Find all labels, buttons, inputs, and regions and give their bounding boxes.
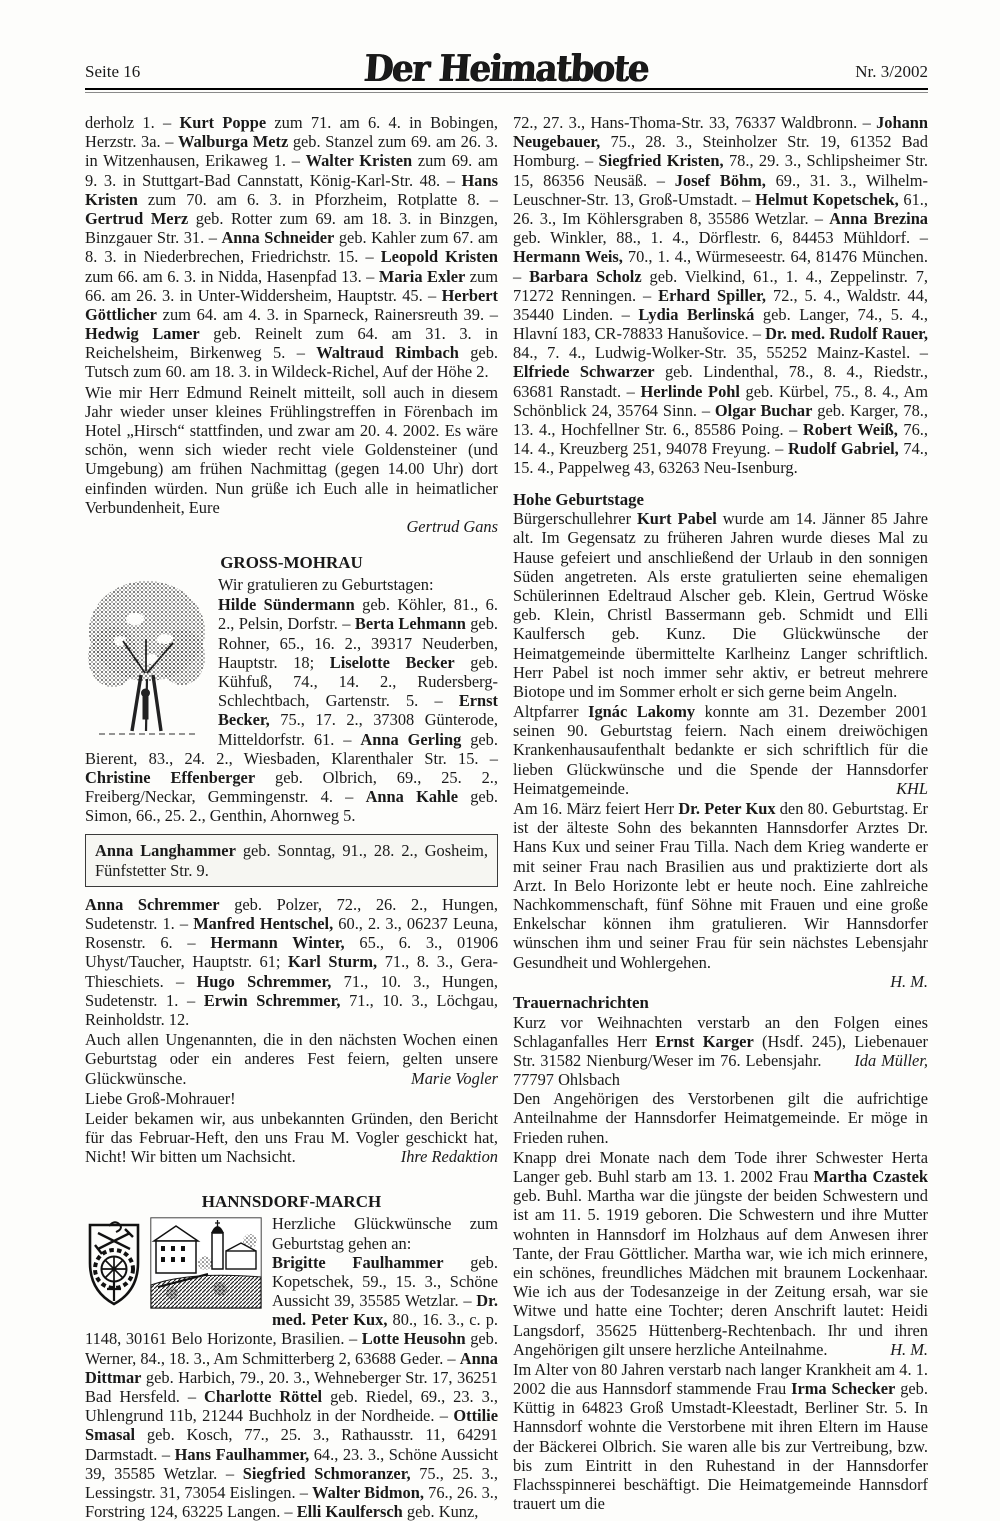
birthday-continuation-paragraph-right: 72., 27. 3., Hans-Thoma-Str. 33, 76337 Waldbronn. – Johann Neugebauer, 75., 28. 3., Steinholzer Str. 19, 61352 Bad Homburg. – Siegfried Kristen, 78., 29. 3., Schlipsheimer Str. 15, 86356 Neusäß. – Josef Böhm, 69., 31. 3., Wilhelm-Leuschner-Str. 13, Groß-Umstadt. – Helmut Kopetschek, 61., 26. 3., Im Köhlersgraben 8, 35586 Wetzlar. – Anna Brezina geb. Winkler, 88., 1. 4., Dörflestr. 6, 84453 Mühldorf. – Hermann Weis, 70., 1. 4., Würmeseestr. 64, 81476 München. – Barbara Scholz geb. Vielkind, 61., 1. 4., Zeppelinstr. 7, 71272 Renningen. – Erhard Spiller, 72., 5. 4., Waldstr. 44, 35440 Linden. – Lydia Berlinská geb. Langer, 74., 5. 4., Hlavní 183, CR-78833 Hanušovice. – Dr. med. Rudolf Rauer, 84., 7. 4., Ludwig-Wolker-Str. 35, 55252 Mainz-Kastel. – Elfriede Schwarzer geb. Lindenthal, 78., 8. 4., Riedstr., 63681 Ranstadt. – Herlinde Pohl geb. Kürbel, 75., 8. 4., Am Schönblick 24, 35764 Sinn. – Olgar Buchar geb. Karger, 78., 13. 4., Hochfellner Str. 6., 85586 Poing. – Robert Weiß, 76., 14. 4., Kreuzberg 251, 94078 Freyung. – Rudolf Gabriel, 74., 15. 4., Pappelweg 43, 63263 Neu-Isenburg.	[513, 113, 929, 478]
peter-kux-paragraph: Am 16. März feiert Herr Dr. Peter Kux den 80. Geburtstag. Er ist der älteste Sohn des bekannten Hannsdorfer Arztes Dr. Hans Kux und seiner Frau Tilla. Nach dem Krieg wanderte er mit seiner Frau nach Brasilien aus und praktizierte dort als Arzt. In Belo Horizonte lebt er heute noch. Eine zahlreiche Nachkommenschaft, fünf Söhne mit Frauen und eine große Enkelschar können ihm gratulieren. Wir Hannsdorfer wünschen ihm und seiner Frau für sein nächstes Lebensjahr Gesundheit und Wohlergehen.	[513, 799, 928, 972]
ernst-karger-obituary: Kurz vor Weihnachten verstarb an den Folgen eines Schlaganfalles Herr Ernst Karger (Hsdf. 245), Liebenauer Str. 31582 Nienburg/Weser im 76. Lebensjahr. Ida Müller, 77797 Ohlsbach Den Angehörigen des Verstorbenen gilt die aufrichtige Anteilnahme der Hannsdorfer Heimatgemeinde. Er möge in Frieden ruhen.	[513, 1012, 928, 1147]
kurt-pabel-paragraph: Bürgerschullehrer Kurt Pabel wurde am 14. Jänner 85 Jahre alt. Im Gegensatz zu früheren Jahren wurde dieses Mal zu Hause gefeiert und anschließend der Urlaub in den sonnigen Süden angetreten. Als erste gratulierten seine ehemaligen Schülerinnen Edeltraud Alscher geb. Klein, Gertrud Wöske geb. Klein, Christl Bassermann geb. Schmidt und Elli Kaulfersch geb. Kunz. Die Glückwünsche der Heimatgemeinde übermittelte Karlheinz Langer schriftlich. Herr Pabel ist noch immer sehr aktiv, er betreut mehrere Biotope und im Sommer erholt er sich gerne beim Angeln.	[513, 509, 928, 701]
gross-mohrau-birthday-list-2: Anna Schremmer geb. Polzer, 72., 26. 2., Hungen, Sudetenstr. 1. – Manfred Hentschel, 60., 2. 3., 06237 Leuna, Rosenstr. 6. – Hermann Winter, 65., 6. 3., 01906 Uhyst/Taucher, Hauptstr. 61; Karl Sturm, 71., 8. 3., Gera-Thieschiets. – Hugo Schremmer, 71., 10. 3., Hungen, Sudetenstr. 1. – Erwin Schremmer, 71., 10. 3., Löchgau, Reinholdstr. 12.	[85, 894, 499, 1029]
birthday-continuation-paragraph: derholz 1. – Kurt Poppe zum 71. am 6. 4. in Bobingen, Herzstr. 3a. – Walburga Metz geb. Stanzel zum 69. am 26. 3. in Witzenhausen, Erikaweg 1. – Walter Kristen zum 69. am 9. 3. in Stuttgart-Bad Cannstatt, König-Karl-Str. 48. – Hans Kristen zum 70. am 6. 3. in Pforzheim, Rotplatte 8. – Gertrud Merz geb. Rotter zum 69. am 18. 3. in Binzgen, Binzgauer Str. 31. – Anna Schneider geb. Kahler zum 67. am 8. 3. in Niederbrechen, Friedrichstr. 15. – Leopold Kristen zum 66. am 6. 3. in Nidda, Hasenpfad 13. – Maria Exler zum 66. am 26. 3. in Unter-Widdersheim, Hauptstr. 45. – Herbert Göttlicher zum 64. am 4. 3. in Sparneck, Rainersreuth 39. – Hedwig Lamer geb. Reinelt zum 64. am 31. 3. in Reichelsheim, Birkenweg 5. – Waltraud Rimbach geb. Tutsch zum 60. am 18. 3. in Wildeck-Richel, Auf der Höhe 2.	[85, 113, 499, 382]
gross-mohrau-birthday-list: Hilde Sündermann geb. Köhler, 81., 6. 2., Pelsin, Dorfstr. – Berta Lehmann geb. Rohner, 65., 16. 2., 39317 Neuderben, Hauptstr. 18; Liselotte Becker geb. Kühfuß, 74., 14. 2., Rudersberg-Schlechtbach, Gartenstr. 5. – Ernst Becker, 75., 17. 2., 37308 Günterode, Mitteldorfstr. 61. – Anna Gerling geb. Bierent, 83., 24. 2., Wiesbaden, Klarenthaler Str. 15. – Christine Effenberger geb. Olbrich, 69., 25. 2., Freiberg/Neckar, Gemmingenstr. 4. – Anna Kahle geb. Simon, 66., 25. 2., Genthin, Ahornweg 5.	[85, 595, 499, 826]
hannsdorf-birthday-list: Herzliche Glückwünsche zum Geburtstag gehen an: Brigitte Faulhammer geb. Kopetschek, 59., 15. 3., Schöne Aussicht 39, 35585 Wetzlar. – Dr. med. Peter Kux, 80., 16. 3., c. p. 1148, 30161 Belo Horizonte, Brasilien. – Lotte Heusohn geb. Werner, 84., 18. 3., Am Schmitterberg 2, 63688 Geder. – Anna Dittmar geb. Harbich, 79., 20. 3., Wehneberger Str. 17, 36251 Bad Hersfeld. – Charlotte Röttel geb. Riedel, 69., 23. 3., Uhlengrund 11b, 21244 Buchholz in der Nordheide. – Ottilie Smasal geb. Kosch, 77., 25. 3., Rathausstr. 11, 64291 Darmstadt. – Hans Faulhammer, 64., 23. 3., Schöne Aussicht 39, 35585 Wetzlar. – Siegfried Schmoranzer, 75., 25. 3., Lessingstr. 31, 73054 Eislingen. – Walter Bidmon, 76., 26. 3., Forstring 124, 63225 Langen. – Elli Kaulfersch geb. Kunz,	[85, 1214, 499, 1521]
coat-of-arms-icon	[85, 1217, 143, 1309]
missing-report-paragraph: Leider bekamen wir, aus unbekannten Gründen, den Bericht für das Februar-Heft, den uns Frau M. Vogler geschickt hat, Nicht! Wir bitten um Nachsicht. Ihre Redaktion	[85, 1108, 498, 1167]
irma-schecker-obituary: Im Alter von 80 Jahren verstarb nach langer Krankheit am 4. 1. 2002 die aus Hannsdorf stammende Frau Irma Schecker geb. Küttig in 64823 Groß Umstadt-Kleestadt, Berliner Str. 5. In Hannsdorf wohnte die Verstorbene mit ihren Eltern im Hause der Bäckerei Olbrich. Sie waren alle bis zur Vertreibung, bzw. bis zum Eintritt in den Ruhestand in der Hannsdorfer Flachsspinnerei beschäftigt. Die Heimatgemeinde Hannsdorf trauert um die	[513, 1359, 928, 1514]
unnamed-congratulations-paragraph: Auch allen Ungenannten, die in den nächsten Wochen einen Geburtstag oder ein anderes Fest feiern, gelten unsere Glückwünsche. Marie Vogler	[85, 1030, 498, 1088]
signature-hm: H. M.	[890, 971, 928, 991]
boxed-entry-text: Anna Langhammer geb. Sonntag, 91., 28. 2., Gosheim, Fünfstetter Str. 9.	[95, 841, 488, 880]
gross-mohrau-intro: Wir gratulieren zu Geburtstagen:	[218, 575, 434, 594]
hannsdorf-illustrations	[85, 1217, 262, 1309]
masthead-logo: Der Heimatbote	[362, 47, 651, 91]
martha-czastek-obituary: Knapp drei Monate nach dem Tode ihrer Schwester Herta Langer geb. Buhl starb am 13. 1. 2002 Frau Martha Czastek geb. Buhl. Martha war die jüngste der beiden Schwestern und ist am 11. 5. 1919 geboren. Die Schwestern und ihre Mutter wohnten in Hannsdorf im Holzhaus auf dem Anwesen ihrer Tante, der Frau Göttlicher. Martha war, wie ich mich erinnere, ein schönes, freundliches Mädchen mit braunem Lockenhaar. Wie ich aus der Todesanzeige in der Zeitung ersah, war sie Witwe und hatte eine Tochter; deren Anschrift lautet: Heidi Langsdorf, 35625 Hüttenberg-Rechtenbach. Ihr und ihren Angehörigen gilt unsere herzliche Anteilnahme. H. M.	[513, 1147, 929, 1359]
left-column	[85, 113, 498, 1521]
heading-trauernachrichten: Trauernachrichten	[513, 992, 649, 1012]
boxed-birthday-entry	[85, 834, 498, 886]
two-column-body	[85, 113, 928, 1521]
village-etching-icon	[150, 1217, 262, 1309]
right-column	[513, 113, 928, 1521]
tree-etching-icon	[85, 579, 209, 737]
page-header	[85, 47, 929, 91]
heading-hohe-geburtstage: Hohe Geburtstage	[513, 489, 644, 509]
spring-meeting-paragraph: Wie mir Herr Edmund Reinelt mitteilt, soll auch in diesem Jahr wieder unser kleines Frühlingstreffen in Förenbach im Hotel „Hirsch“ stattfinden, und zwar am 20. 4. 2002. Es wäre schön, wenn sich wieder recht viele Goldensteiner (und Umgebung) am frühen Nachmittag (gegen 14.00 Uhr) dort einfinden würden. Nun grüße ich Euch alle in heimatlicher Verbundenheit, Eure	[85, 382, 498, 517]
page-number-label: Seite 16	[85, 62, 141, 81]
salutation-gross-mohrauer: Liebe Groß-Mohrauer!	[85, 1088, 236, 1108]
issue-label: Nr. 3/2002	[855, 62, 929, 81]
tree-illustration	[85, 579, 209, 741]
ignac-lakomy-paragraph: Altpfarrer Ignác Lakomy konnte am 31. Dezember 2001 seinen 90. Geburtstag feiern. Nach einem dreiwöchigen Krankenhausaufenthalt bedankte er sich schriftlich für die lieben Glückwünsche und die Spende der Hannsdorfer Heimatgemeinde. KHL	[513, 702, 929, 798]
signature-gertrud-gans: Gertrud Gans	[406, 516, 498, 536]
section-heading-hannsdorf-march: HANNSDORF-MARCH	[201, 1192, 382, 1212]
section-heading-gross-mohrau: GROSS-MOHRAU	[220, 553, 363, 573]
